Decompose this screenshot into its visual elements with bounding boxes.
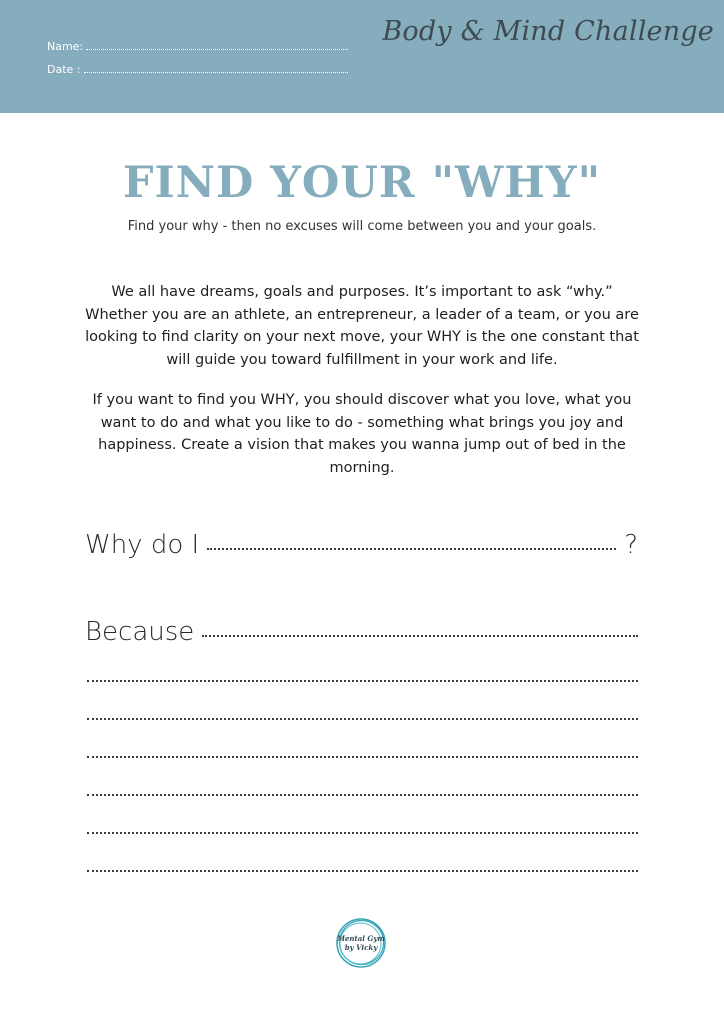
header-band xyxy=(0,0,724,113)
answer-line[interactable] xyxy=(87,870,638,872)
logo-text xyxy=(334,916,388,970)
date-field[interactable] xyxy=(47,63,348,76)
because-answer-line[interactable] xyxy=(202,635,638,637)
logo-line-1: Mental Gym xyxy=(337,934,385,943)
page-subtitle: Find your why - then no excuses will come between you and your goals. xyxy=(127,219,597,234)
because-prompt[interactable] xyxy=(85,617,638,647)
date-label: Date : xyxy=(47,63,81,76)
because-prompt-label: Because xyxy=(85,617,195,647)
why-prompt[interactable] xyxy=(85,530,638,560)
date-input-line[interactable] xyxy=(84,64,348,73)
name-field[interactable] xyxy=(47,40,348,53)
name-label: Name: xyxy=(47,40,84,53)
why-answer-line[interactable] xyxy=(207,548,616,550)
why-prompt-label: Why do I xyxy=(85,530,200,560)
logo-line-2: by Vicky xyxy=(344,943,378,952)
brand-title: Body & Mind Challenge xyxy=(382,16,714,47)
answer-line[interactable] xyxy=(87,718,638,720)
why-question-mark: ? xyxy=(624,530,638,560)
answer-line[interactable] xyxy=(87,680,638,682)
page-title: FIND YOUR "WHY" xyxy=(123,158,601,208)
answer-line[interactable] xyxy=(87,756,638,758)
answer-line[interactable] xyxy=(87,832,638,834)
intro-paragraph: We all have dreams, goals and purposes. It’s important to ask “why.” Whether you are an athlete, an entrepreneur, a leader of a team, or you are looking to find clarity on your next move, your WHY is the one constant that will guide you toward fulfillment in your work and life. xyxy=(85,284,639,368)
vision-paragraph: If you want to find you WHY, you should discover what you love, what you want to do and what you like to do - something what brings you joy and happiness. Create a vision that makes you wanna jump out of bed in the morning. xyxy=(92,392,632,476)
answer-line[interactable] xyxy=(87,794,638,796)
mental-gym-logo xyxy=(334,916,388,970)
name-input-line[interactable] xyxy=(86,41,348,50)
